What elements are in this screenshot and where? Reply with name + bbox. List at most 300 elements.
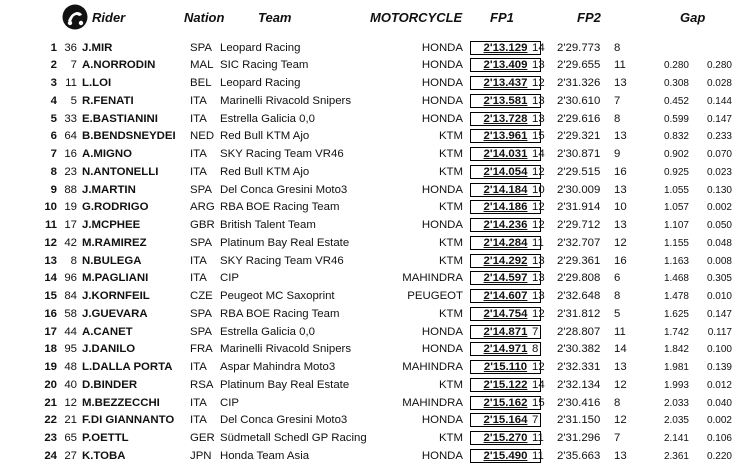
fp1-lap: 15 — [532, 130, 545, 143]
fp1-time: 2'14.607 — [470, 289, 541, 303]
fp2-time: 2'29.773 — [557, 41, 601, 54]
fp1-time: 2'15.162 — [470, 396, 541, 410]
row-position: 2 — [50, 59, 57, 72]
table-row — [0, 235, 738, 253]
motorcycle-make: MAHINDRA — [402, 396, 463, 409]
rider-name: B.BENDSNEYDEI — [82, 130, 176, 143]
header-motorcycle: MOTORCYCLE — [370, 10, 463, 25]
rider-number: 96 — [64, 272, 77, 285]
gap-to-first: 0.925 — [663, 166, 689, 178]
motorcycle-make: MAHINDRA — [402, 272, 463, 285]
fp2-lap: 8 — [614, 290, 621, 302]
rider-number: 88 — [64, 183, 77, 196]
row-position: 21 — [44, 396, 57, 409]
fp1-lap: 13 — [532, 272, 545, 285]
gap-to-first: 1.478 — [663, 291, 689, 302]
fp1-lap: 12 — [532, 77, 545, 89]
rider-name: E.BASTIANINI — [82, 112, 158, 125]
fp2-time: 2'29.321 — [557, 130, 601, 143]
rider-nation: JPN — [190, 449, 212, 462]
row-position: 24 — [44, 449, 57, 462]
table-row — [0, 430, 738, 448]
fp2-lap: 13 — [614, 183, 627, 196]
table-row — [0, 146, 738, 164]
table-row — [0, 270, 738, 288]
team-name: Peugeot MC Saxoprint — [220, 290, 335, 302]
gap-to-previous: 0.008 — [706, 255, 732, 267]
gap-to-first: 2.035 — [663, 415, 689, 427]
gap-to-first: 1.842 — [663, 344, 689, 356]
rider-nation: RSA — [190, 378, 214, 391]
gap-to-previous: 0.139 — [706, 362, 732, 373]
team-name: SKY Racing Team VR46 — [220, 148, 344, 160]
rider-number: 5 — [70, 94, 77, 107]
rider-name: A.MIGNO — [82, 148, 132, 160]
fp2-time: 2'35.663 — [557, 449, 601, 462]
motorcycle-make: MAHINDRA — [402, 361, 463, 373]
motorcycle-make: HONDA — [421, 219, 463, 231]
motorcycle-make: KTM — [438, 165, 463, 178]
rider-nation: ITA — [190, 94, 207, 107]
fp1-time: 2'14.284 — [470, 236, 541, 250]
motorcycle-make: HONDA — [421, 183, 463, 196]
row-position: 9 — [50, 183, 57, 196]
fp2-lap: 11 — [614, 325, 626, 338]
gap-to-first: 1.981 — [663, 362, 689, 373]
rider-name: D.BINDER — [82, 378, 138, 391]
motorcycle-make: KTM — [438, 130, 463, 143]
fp2-time: 2'29.361 — [557, 254, 601, 267]
fp1-time: 2'13.409 — [470, 58, 541, 72]
fp2-lap: 7 — [614, 94, 621, 107]
table-row — [0, 448, 738, 465]
rider-name: K.TOBA — [82, 449, 126, 462]
fp2-time: 2'29.808 — [557, 272, 601, 285]
team-name: Estrella Galicia 0,0 — [220, 325, 315, 338]
rider-name: G.RODRIGO — [82, 201, 149, 214]
fp2-lap: 12 — [614, 414, 627, 427]
row-position: 20 — [44, 378, 57, 391]
gap-to-previous: 0.280 — [706, 60, 732, 72]
fp1-lap: 12 — [532, 361, 545, 373]
fp1-time: 2'13.437 — [470, 76, 541, 90]
motorcycle-make: HONDA — [421, 414, 463, 427]
rider-number: 65 — [64, 432, 77, 444]
rider-number: 23 — [64, 165, 77, 178]
team-name: Marinelli Rivacold Snipers — [220, 94, 352, 107]
gap-to-first: 1.155 — [663, 237, 689, 249]
motorcycle-make: KTM — [438, 236, 463, 249]
row-position: 1 — [50, 41, 57, 54]
table-row — [0, 75, 738, 93]
gap-to-previous: 0.100 — [706, 344, 732, 356]
fp1-time: 2'13.728 — [470, 112, 541, 126]
row-position: 19 — [44, 361, 57, 373]
team-name: Leopard Racing — [220, 41, 301, 54]
fp2-time: 2'29.655 — [557, 59, 601, 72]
fp2-time: 2'32.648 — [557, 290, 601, 302]
header-team: Team — [258, 10, 292, 25]
rider-name: J.MIR — [82, 41, 113, 54]
row-position: 11 — [44, 219, 57, 231]
team-name: Platinum Bay Real Estate — [220, 378, 350, 391]
fp2-lap: 12 — [614, 378, 627, 391]
rider-number: 44 — [64, 325, 77, 338]
row-position: 8 — [50, 165, 57, 178]
team-name: RBA BOE Racing Team — [220, 201, 340, 214]
table-row — [0, 128, 738, 146]
gap-to-first: 1.742 — [663, 326, 689, 338]
table-row — [0, 306, 738, 324]
fp2-lap: 13 — [614, 361, 627, 373]
fp2-time: 2'32.331 — [557, 361, 601, 373]
fp1-lap: 15 — [532, 396, 545, 409]
header-gap: Gap — [680, 10, 706, 25]
gap-to-first: 1.993 — [663, 379, 689, 391]
team-name: Estrella Galicia 0,0 — [220, 112, 315, 125]
fp2-time: 2'32.707 — [557, 236, 601, 249]
row-position: 5 — [50, 112, 57, 125]
motorcycle-make: HONDA — [421, 449, 463, 462]
motorcycle-make: PEUGEOT — [407, 290, 463, 302]
rider-nation: SPA — [190, 41, 212, 54]
rider-nation: SPA — [190, 325, 212, 338]
fp2-time: 2'29.515 — [557, 165, 601, 178]
rider-name: N.BULEGA — [82, 254, 142, 267]
team-name: Aspar Mahindra Moto3 — [220, 361, 336, 373]
gap-to-first: 2.141 — [663, 433, 689, 444]
fp1-time: 2'14.597 — [470, 271, 541, 285]
gap-to-previous: 0.147 — [706, 113, 732, 125]
rider-nation: ITA — [190, 254, 207, 267]
rider-number: 48 — [64, 361, 77, 373]
team-name: Südmetall Schedl GP Racing — [220, 432, 367, 444]
gap-to-previous: 0.117 — [707, 326, 732, 338]
rider-nation: SPA — [190, 183, 212, 196]
gap-to-previous: 0.028 — [706, 78, 732, 89]
gap-to-previous: 0.070 — [706, 149, 732, 160]
fp1-time: 2'14.871 — [470, 325, 541, 339]
header-nation: Nation — [184, 10, 225, 25]
rider-name: A.NORRODIN — [82, 59, 156, 72]
team-name: Del Conca Gresini Moto3 — [220, 414, 348, 427]
fp1-lap: 14 — [532, 378, 545, 391]
gap-to-previous: 0.012 — [706, 379, 732, 391]
rider-nation: GBR — [190, 219, 215, 231]
motorcycle-make: KTM — [438, 148, 463, 160]
gap-to-previous: 0.023 — [706, 166, 732, 178]
table-row — [0, 93, 738, 111]
motorcycle-make: KTM — [438, 378, 463, 391]
rider-name: J.GUEVARA — [82, 307, 148, 320]
table-row — [0, 57, 738, 75]
rider-number: 42 — [64, 236, 77, 249]
team-name: Platinum Bay Real Estate — [220, 236, 350, 249]
rider-name: L.DALLA PORTA — [82, 361, 173, 373]
rider-number: 40 — [64, 378, 77, 391]
team-name: SIC Racing Team — [220, 59, 309, 72]
rider-name: J.MCPHEE — [82, 219, 141, 231]
table-row — [0, 412, 738, 430]
gap-to-previous: 0.002 — [706, 202, 732, 214]
fp2-time: 2'32.134 — [557, 378, 601, 391]
team-name: Red Bull KTM Ajo — [220, 130, 310, 143]
rider-nation: FRA — [190, 343, 213, 356]
rider-name: L.LOI — [82, 77, 112, 89]
fp2-time: 2'31.296 — [557, 432, 601, 444]
fp1-lap: 12 — [532, 165, 545, 178]
fp1-lap: 11 — [532, 236, 544, 249]
team-name: CIP — [220, 396, 239, 409]
gap-to-previous: 0.050 — [706, 220, 732, 231]
table-row — [0, 377, 738, 395]
rider-number: 21 — [64, 414, 77, 427]
row-position: 6 — [50, 130, 57, 143]
team-name: CIP — [220, 272, 239, 285]
gap-to-first: 2.361 — [663, 450, 689, 462]
fp2-lap: 16 — [614, 165, 627, 178]
fp2-time: 2'28.807 — [557, 325, 601, 338]
fp2-time: 2'30.416 — [557, 396, 601, 409]
table-row — [0, 395, 738, 413]
row-position: 4 — [50, 94, 57, 107]
gap-to-first: 0.902 — [663, 149, 689, 160]
fp1-lap: 12 — [532, 219, 545, 231]
fp1-lap: 13 — [532, 59, 545, 72]
fp2-lap: 10 — [614, 201, 627, 214]
motorcycle-make: KTM — [438, 307, 463, 320]
header-fp2: FP2 — [577, 10, 601, 25]
rider-name: J.KORNFEIL — [82, 290, 150, 302]
gap-to-previous: 0.144 — [706, 95, 732, 107]
fp1-lap: 14 — [532, 148, 545, 160]
fp1-time: 2'15.490 — [470, 449, 541, 463]
table-row — [0, 164, 738, 182]
motorcycle-make: HONDA — [421, 94, 463, 107]
fp2-lap: 14 — [614, 343, 627, 356]
row-position: 14 — [44, 272, 57, 285]
fp2-lap: 12 — [614, 236, 627, 249]
table-row — [0, 217, 738, 235]
rider-number: 95 — [64, 343, 77, 356]
gap-to-first: 0.832 — [663, 131, 689, 143]
rider-number: 33 — [64, 112, 77, 125]
rider-name: J.MARTIN — [82, 183, 136, 196]
fp2-time: 2'29.712 — [557, 219, 601, 231]
fp2-time: 2'30.009 — [557, 183, 601, 196]
rider-nation: NED — [190, 130, 215, 143]
fp1-time: 2'14.754 — [470, 307, 541, 321]
row-position: 10 — [44, 201, 57, 214]
fp1-time: 2'14.031 — [470, 147, 541, 161]
rider-number: 8 — [70, 254, 77, 267]
fp2-time: 2'31.914 — [557, 201, 601, 214]
fp1-lap: 14 — [532, 41, 545, 54]
rider-number: 12 — [64, 396, 77, 409]
fp1-time: 2'13.581 — [470, 94, 541, 108]
fp1-lap: 10 — [532, 183, 545, 196]
rider-nation: GER — [190, 432, 215, 444]
gap-to-first: 1.468 — [663, 273, 689, 285]
fp1-time: 2'15.270 — [470, 431, 541, 445]
rider-nation: ARG — [190, 201, 215, 214]
fp1-lap: 13 — [532, 94, 545, 107]
fp2-time: 2'30.382 — [557, 343, 601, 356]
fp1-time: 2'14.186 — [470, 200, 541, 214]
gap-to-previous: 0.002 — [706, 415, 732, 427]
motorcycle-make: HONDA — [421, 41, 463, 54]
table-row — [0, 199, 738, 217]
fp2-lap: 7 — [614, 432, 621, 444]
rider-name: J.DANILO — [82, 343, 136, 356]
gap-to-first: 1.163 — [663, 255, 689, 267]
table-row — [0, 324, 738, 342]
gap-to-first: 0.452 — [663, 95, 689, 107]
row-position: 13 — [44, 254, 57, 267]
motorcycle-make: HONDA — [421, 77, 463, 89]
fp1-time: 2'13.129 — [470, 41, 541, 55]
gap-to-previous: 0.010 — [706, 291, 732, 302]
team-name: Honda Team Asia — [220, 449, 310, 462]
row-position: 23 — [44, 432, 57, 444]
rider-nation: CZE — [190, 290, 213, 302]
fp1-lap: 13 — [532, 290, 545, 302]
row-position: 12 — [44, 236, 57, 249]
fp2-time: 2'30.871 — [557, 148, 601, 160]
rider-logo-icon — [62, 4, 88, 30]
rider-number: 19 — [64, 201, 77, 214]
gap-to-first: 0.308 — [663, 78, 689, 89]
motorcycle-make: KTM — [438, 432, 463, 444]
fp2-time: 2'31.150 — [557, 414, 601, 427]
fp1-lap: 11 — [532, 449, 544, 462]
team-name: SKY Racing Team VR46 — [220, 254, 344, 267]
fp1-time: 2'15.110 — [470, 360, 541, 374]
motorcycle-make: KTM — [438, 201, 463, 214]
fp1-lap: 11 — [532, 432, 544, 444]
rider-number: 27 — [64, 449, 77, 462]
fp2-lap: 5 — [614, 307, 621, 320]
table-row — [0, 359, 738, 377]
motorcycle-make: KTM — [438, 254, 463, 267]
fp2-lap: 16 — [614, 254, 627, 267]
fp2-lap: 13 — [614, 77, 627, 89]
team-name: Leopard Racing — [220, 77, 301, 89]
fp1-lap: 13 — [532, 112, 545, 125]
fp1-time: 2'14.292 — [470, 254, 541, 268]
fp2-lap: 8 — [614, 41, 621, 54]
rider-nation: ITA — [190, 414, 207, 427]
fp1-lap: 7 — [532, 325, 539, 338]
gap-to-first: 0.280 — [663, 60, 689, 72]
motorcycle-make: HONDA — [421, 343, 463, 356]
fp1-time: 2'15.122 — [470, 378, 541, 392]
row-position: 22 — [44, 414, 57, 427]
rider-number: 11 — [65, 77, 77, 89]
rider-name: M.BEZZECCHI — [82, 396, 160, 409]
rider-nation: ITA — [190, 361, 207, 373]
rider-nation: ITA — [190, 148, 207, 160]
fp2-lap: 13 — [614, 449, 627, 462]
table-row — [0, 40, 738, 58]
rider-number: 64 — [64, 130, 77, 143]
rider-name: M.RAMIREZ — [82, 236, 147, 249]
table-row — [0, 111, 738, 129]
gap-to-first: 1.057 — [663, 202, 689, 214]
fp1-lap: 8 — [532, 343, 539, 356]
fp1-time: 2'13.961 — [470, 129, 541, 143]
fp2-time: 2'30.610 — [557, 94, 601, 107]
row-position: 18 — [44, 343, 57, 356]
rider-nation: ITA — [190, 165, 207, 178]
fp1-time: 2'14.236 — [470, 218, 541, 232]
rider-number: 84 — [64, 290, 77, 302]
rider-name: R.FENATI — [82, 94, 134, 107]
fp2-time: 2'31.812 — [557, 307, 601, 320]
rider-nation: ITA — [190, 396, 207, 409]
fp2-lap: 6 — [614, 272, 621, 285]
gap-to-previous: 0.106 — [706, 433, 732, 444]
fp2-time: 2'31.326 — [557, 77, 601, 89]
fp2-lap: 8 — [614, 112, 621, 125]
rider-nation: ITA — [190, 112, 207, 125]
rider-nation: ITA — [190, 272, 207, 285]
fp1-time: 2'14.971 — [470, 342, 541, 356]
team-name: Del Conca Gresini Moto3 — [220, 183, 348, 196]
rider-nation: SPA — [190, 236, 212, 249]
fp2-lap: 8 — [614, 396, 621, 409]
row-position: 15 — [44, 290, 57, 302]
rider-name: P.OETTL — [82, 432, 129, 444]
motorcycle-make: HONDA — [421, 59, 463, 72]
fp2-lap: 9 — [614, 148, 621, 160]
rider-nation: SPA — [190, 307, 212, 320]
gap-to-previous: 0.220 — [706, 450, 732, 462]
rider-number: 58 — [64, 307, 77, 320]
row-position: 17 — [44, 325, 57, 338]
team-name: British Talent Team — [220, 219, 316, 231]
rider-number: 7 — [70, 59, 77, 72]
rider-name: F.DI GIANNANTO — [82, 414, 175, 427]
fp2-lap: 13 — [614, 219, 627, 231]
rider-number: 17 — [64, 219, 77, 231]
header-rider: Rider — [92, 10, 126, 25]
gap-to-first: 1.625 — [663, 308, 689, 320]
table-row — [0, 182, 738, 200]
fp1-time: 2'14.184 — [470, 183, 541, 197]
gap-to-previous: 0.048 — [706, 237, 732, 249]
fp2-lap: 11 — [614, 59, 626, 72]
gap-to-previous: 0.147 — [706, 308, 732, 320]
team-name: Marinelli Rivacold Snipers — [220, 343, 352, 356]
gap-to-first: 2.033 — [663, 397, 689, 409]
table-row — [0, 253, 738, 271]
gap-to-previous: 0.305 — [706, 273, 732, 285]
table-row — [0, 341, 738, 359]
gap-to-previous: 0.130 — [706, 184, 732, 196]
gap-to-first: 1.107 — [663, 220, 689, 231]
rider-name: A.CANET — [82, 325, 133, 338]
team-name: Red Bull KTM Ajo — [220, 165, 310, 178]
fp1-lap: 13 — [532, 254, 545, 267]
team-name: RBA BOE Racing Team — [220, 307, 340, 320]
rider-name: N.ANTONELLI — [82, 165, 159, 178]
motorcycle-make: HONDA — [421, 325, 463, 338]
header-fp1: FP1 — [490, 10, 514, 25]
fp2-lap: 13 — [614, 130, 627, 143]
row-position: 7 — [50, 148, 57, 160]
fp1-lap: 12 — [532, 201, 545, 214]
